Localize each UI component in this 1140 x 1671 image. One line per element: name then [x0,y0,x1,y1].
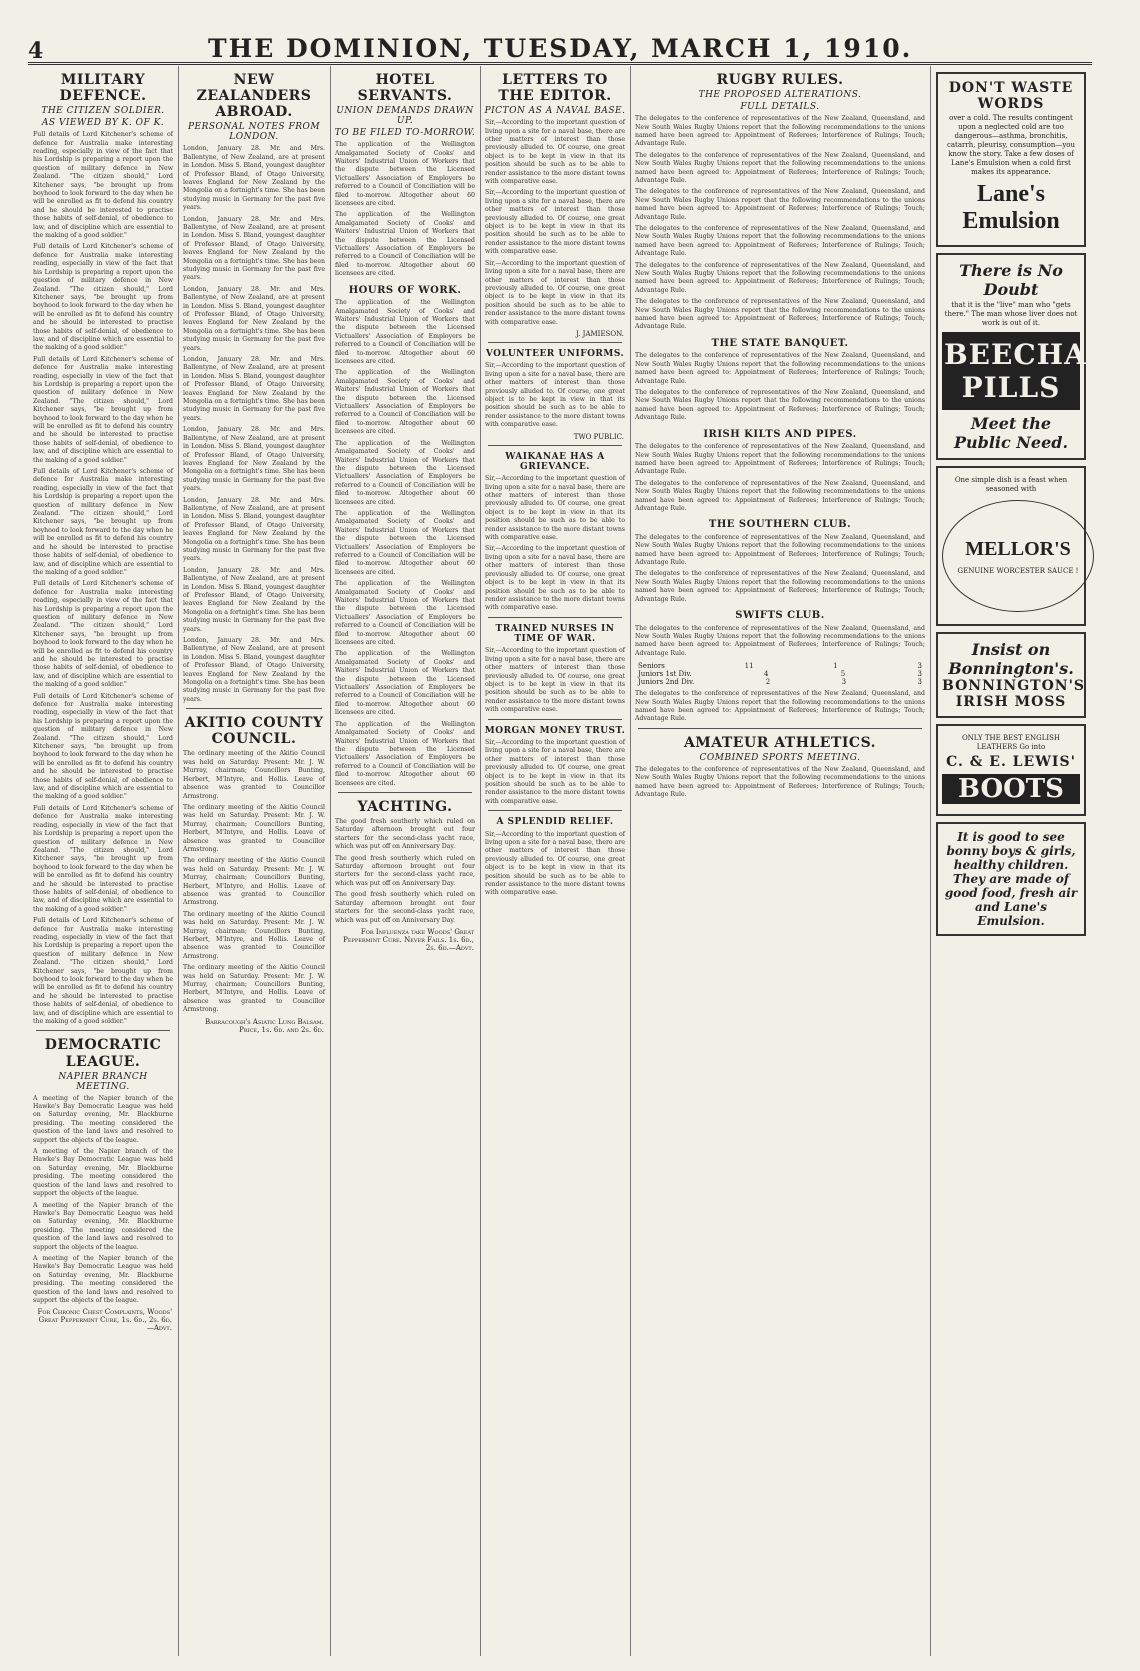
article-body: The delegates to the conference of representatives of the New Zealand, Queensland, and New South Wales Rugby Unions report that the following recommendations to the unions named have been agreed to: Appointment of Referees; Interference of Rulings; Touch; Advantage Rule. [635,151,925,184]
article-body: Sir,—According to the important question of living upon a site for a naval base, there are other matters of interest than those previously alluded to. Of course, one great object is to be kept in view in that its position should be such as to be able to render assistance to the more distant towns with comparative ease. [485,475,625,542]
article-body: Sir,—According to the important question of living upon a site for a naval base, there are other matters of interest than those previously alluded to. Of course, one great object is to be kept in view in that its position should be such as to be able to render assistance to the more distant towns with comparative ease. [485,830,625,897]
article-body: The delegates to the conference of representatives of the New Zealand, Queensland, and New South Wales Rugby Unions report that the following recommendations to the unions named have been agreed to: Appointment of Referees; Interference of Rulings; Touch; Advantage Rule. [635,624,925,657]
article-body: London, January 28. Mr. and Mrs. Ballentyne, of New Zealand, are at present in London. Miss S. Bland, youngest daughter of Professor Bland, of Otago University, leaves England for New Zealand by the Mongolia on a fortnight's time. She has been studying music in Germany for the past five years. [183,637,325,703]
article-body: The application of the Wellington Amalgamated Society of Cooks' and Waiters' Industrial Union of Workers that the dispute between the Licensed Victuallers' Association of Employers be referred to a Council of Conciliation will be filed to-morrow. Altogether about 60 licensees are cited. [335,439,475,506]
advert-sub: GENUINE WORCESTER SAUCE ! [957,567,1079,575]
advert-body: It is good to see bonny boys & girls, healthy children. They are made of good food, fresh air and Lane's Emulsion. [944,830,1078,928]
advert-brand: Lane's Emulsion [962,181,1060,234]
subheading: TRAINED NURSES IN TIME OF WAR. [495,623,615,645]
article-body: The application of the Wellington Amalgamated Society of Cooks' and Waiters' Industrial Union of Workers that the dispute between the Licensed Victuallers' Association of Employers be referred to a Council of Conciliation will be filed to-morrow. Altogether about 60 licensees are cited. [335,299,475,366]
article-body: The delegates to the conference of representatives of the New Zealand, Queensland, and New South Wales Rugby Unions report that the following recommendations to the unions named have been agreed to: Appointment of Referees; Interference of Rulings; Touch; Advantage Rule. [635,188,925,221]
article-body: The delegates to the conference of representatives of the New Zealand, Queensland, and New South Wales Rugby Unions report that the following recommendations to the unions named have been agreed to: Appointment of Referees; Interference of Rulings; Touch; Advantage Rule. [635,765,925,799]
subheading: MORGAN MONEY TRUST. [484,725,626,736]
article-body: London, January 28. Mr. and Mrs. Ballentyne, of New Zealand, are at present in London. Miss S. Bland, youngest daughter of Professor Bland, of Otago University, leaves England for New Zealand by the Mongolia on a fortnight's time. She has been studying music in Germany for the past five years. [183,426,325,493]
article-body: The ordinary meeting of the Akitio Council was held on Saturday. Present: Mr. J. W. Murray, chairman; Councillors Bunting, Herbert, M'Intyre, and Hollis. Leave of absence was granted to Councillor Armstrong. [183,750,325,800]
advert-lewis-boots [936,724,1086,816]
columns [28,66,1140,1656]
article-body: The good fresh southerly which ruled on Saturday afternoon brought out four starters for the second-class yacht race, which was put off on Anniversary Day. [335,854,475,887]
headline: DEMOCRATIC LEAGUE. [44,1037,162,1070]
signature: J. JAMIESON. [575,329,624,338]
article-body: The application of the Wellington Amalgamated Society of Cooks' and Waiters' Industrial Union of Workers that the dispute between the Licensed Victuallers' Association of Employers be referred to a Council of Conciliation will be filed to-morrow. Altogether about 60 licensees are cited. [335,650,475,717]
article-body: Full details of Lord Kitchener's scheme of defence for Australia make interesting reading, especially in view of the fact that his Lordship is preparing a report upon the question of military defence in New Zealand. "The citizen should," Lord Kitchener says, "be brought up from boyhood to look forward to the day when he will be enrolled as fit to defend his country and he should be interested to practise those habits of self-denial, of obedience to law, and of discipline which are essential to the making of a good soldier." [33,692,173,801]
subheading: THE STATE BANQUET. [711,337,849,349]
article-body: Full details of Lord Kitchener's scheme of defence for Australia make interesting reading, especially in view of the fact that his Lordship is preparing a report upon the question of military defence in New Zealand. "The citizen should," Lord Kitchener says, "be brought up from boyhood to look forward to the day when he will be enrolled as fit to defend his country and he should be interested to practise those habits of self-denial, of obedience to law, and of discipline which are essential to the making of a good soldier." [33,355,173,464]
subheading: HOURS OF WORK. [348,284,462,296]
headline: AMATEUR ATHLETICS. [683,734,877,751]
article-body: The application of the Wellington Amalgamated Society of Cooks' and Waiters' Industrial Union of Workers that the dispute between the Licensed Victuallers' Association of Employers be referred to a Council of Conciliation will be filed to-morrow. Altogether about 60 licensees are cited. [335,580,475,647]
newspaper-title: THE DOMINION, TUESDAY, MARCH 1, 1910. [208,34,913,63]
divider [186,708,322,709]
column-military-defence [28,66,179,1656]
article-body: London, January 28. Mr. and Mrs. Ballentyne, of New Zealand, are at present in London. Miss S. Bland, youngest daughter of Professor Bland, of Otago University, leaves England for New Zealand by the Mongolia on a fortnight's time. She has been studying music in Germany for the past five years. [183,566,325,633]
advert-brand: C. & E. LEWIS' [946,754,1076,770]
article-body: A meeting of the Napier branch of the Hawke's Bay Democratic League was held on Saturday evening, Mr. Blackburne presiding. The meeting considered the question of the land laws and resolved to support the objects of the league. [33,1094,173,1144]
article-body: London, January 28. Mr. and Mrs. Ballentyne, of New Zealand, are at present in London. Miss S. Bland, youngest daughter of Professor Bland, of Otago University, leaves England for New Zealand by the Mongolia on a fortnight's time. She has been studying music in Germany for the past five years. [183,356,325,422]
subhead: PICTON AS A NAVAL BASE. [484,106,626,117]
divider [488,617,622,618]
article-body: A meeting of the Napier branch of the Hawke's Bay Democratic League was held on Saturday evening, Mr. Blackburne presiding. The meeting considered the question of the land laws and resolved to support the objects of the league. [33,1254,173,1304]
article-body: Full details of Lord Kitchener's scheme of defence for Australia make interesting reading, especially in view of the fact that his Lordship is preparing a report upon the question of military defence in New Zealand. "The citizen should," Lord Kitchener says, "be brought up from boyhood to look forward to the day when he will be enrolled as fit to defend his country and he should be interested to practise those habits of self-denial, of obedience to law, and of discipline which are essential to the making of a good soldier." [33,131,173,240]
divider [488,445,622,446]
article-body: Full details of Lord Kitchener's scheme of defence for Australia make interesting reading, especially in view of the fact that his Lordship is preparing a report upon the question of military defence in New Zealand. "The citizen should," Lord Kitchener says, "be brought up from boyhood to look forward to the day when he will be enrolled as fit to defend his country and he should be interested to practise those habits of self-denial, of obedience to law, and of discipline which are essential to the making of a good soldier." [33,580,173,689]
column-letters [480,66,631,1656]
footer-advert: Barracough's Asiatic Lung Balsam. Price, 1s. 6d. and 2s. 6d. [204,1017,324,1034]
article-body: The ordinary meeting of the Akitio Council was held on Saturday. Present: Mr. J. W. Murray, chairman; Councillors Bunting, Herbert, M'Intyre, and Hollis. Leave of absence was granted to Councillor Armstrong. [183,964,325,1014]
advert-bonny-children [936,822,1086,936]
article-body: Sir,—According to the important question of living upon a site for a naval base, there are other matters of interest than those previously alluded to. Of course, one great object is to be kept in view in that its position should be such as to be able to render assistance to the more distant towns with comparative ease. [485,259,625,326]
divider [36,1030,170,1031]
divider [338,792,472,793]
article-body: The delegates to the conference of representatives of the New Zealand, Queensland, and New South Wales Rugby Unions report that the following recommendations to the unions named have been agreed to: Appointment of Referees; Interference of Rulings; Touch; Advantage Rule. [635,570,925,603]
subheading: VOLUNTEER UNIFORMS. [485,348,625,359]
article-body: Full details of Lord Kitchener's scheme of defence for Australia make interesting reading, especially in view of the fact that his Lordship is preparing a report upon the question of military defence in New Zealand. "The citizen should," Lord Kitchener says, "be brought up from boyhood to look forward to the day when he will be enrolled as fit to defend his country and he should be interested to practise those habits of self-denial, of obedience to law, and of discipline which are essential to the making of a good soldier." [33,917,173,1026]
advert-body: that it is the "live" man who "gets there." The man whose liver does not work is out of it. [944,301,1078,327]
column-rugby-rules [630,66,931,1656]
headline: HOTEL SERVANTS. [357,72,453,105]
subheading: SWIFTS CLUB. [735,610,825,622]
column-new-zealanders-abroad [178,66,331,1656]
divider [488,719,622,720]
article-body: London, January 28. Mr. and Mrs. Ballentyne, of New Zealand, are at present in London. Miss S. Bland, youngest daughter of Professor Bland, of Otago University, leaves England for New Zealand by the Mongolia on a fortnight's time. She has been studying music in Germany for the past five years. [183,145,325,212]
advert-body: ONLY THE BEST ENGLISH LEATHERS Go into [961,734,1061,751]
article-body: Full details of Lord Kitchener's scheme of defence for Australia make interesting reading, especially in view of the fact that his Lordship is preparing a report upon the question of military defence in New Zealand. "The citizen should," Lord Kitchener says, "be brought up from boyhood to look forward to the day when he will be enrolled as fit to defend his country and he should be interested to practise those habits of self-denial, of obedience to law, and of discipline which are essential to the making of a good soldier." [33,243,173,352]
signature: TWO PUBLIC. [573,432,624,441]
divider [488,342,622,343]
subhead: UNION DEMANDS DRAWN UP. [336,106,474,127]
headline: YACHTING. [357,798,453,815]
advert-slogan: Meet the Public Need. [953,414,1069,452]
advert-brand: MELLOR'S [965,538,1071,560]
article-body: Full details of Lord Kitchener's scheme of defence for Australia make interesting reading, especially in view of the fact that his Lordship is preparing a report upon the question of military defence in New Zealand. "The citizen should," Lord Kitchener says, "be brought up from boyhood to look forward to the day when he will be enrolled as fit to defend his country and he should be interested to practise those habits of self-denial, of obedience to law, and of discipline which are essential to the making of a good soldier." [33,468,173,576]
article-body: Full details of Lord Kitchener's scheme of defence for Australia make interesting reading, especially in view of the fact that his Lordship is preparing a report upon the question of military defence in New Zealand. "The citizen should," Lord Kitchener says, "be brought up from boyhood to look forward to the day when he will be enrolled as fit to defend his country and he should be interested to practise those habits of self-denial, of obedience to law, and of discipline which are essential to the making of a good soldier." [33,804,173,913]
article-body: The delegates to the conference of representatives of the New Zealand, Queensland, and New South Wales Rugby Unions report that the following recommendations to the unions named have been agreed to: Appointment of Referees; Interference of Rulings; Touch; Advantage Rule. [635,261,925,294]
subheading: THE SOUTHERN CLUB. [708,519,852,531]
article-body: The delegates to the conference of representatives of the New Zealand, Queensland, and New South Wales Rugby Unions report that the following recommendations to the unions named have been agreed to: Appointment of Referees; Interference of Rulings; Touch; Advantage Rule. [635,352,925,385]
sauce-emblem [942,500,1094,612]
article-body: The ordinary meeting of the Akitio Council was held on Saturday. Present: Mr. J. W. Murray, chairman; Councillors Bunting, Herbert, M'Intyre, and Hollis. Leave of absence was granted to Councillor Armstrong. [183,857,325,907]
article-body: The delegates to the conference of representatives of the New Zealand, Queensland, and New South Wales Rugby Unions report that the following recommendations to the unions named have been agreed to: Appointment of Referees; Interference of Rulings; Touch; Advantage Rule. [635,224,925,258]
article-body: The good fresh southerly which ruled on Saturday afternoon brought out four starters for the second-class yacht race, which was put off on Anniversary Day. [335,891,475,924]
subhead: NAPIER BRANCH MEETING. [58,1071,148,1092]
article-body: Sir,—According to the important question of living upon a site for a naval base, there are other matters of interest than those previously alluded to. Of course, one great object is to be kept in view in that its position should be such as to be able to render assistance to the more distant towns with comparative ease. [485,362,625,429]
table-row: Juniors 1st Div. 4 5 3 [638,670,922,679]
advert-brand: BONNINGTON'S IRISH MOSS [942,678,1085,710]
article-body: London, January 28. Mr. and Mrs. Ballentyne, of New Zealand, are at present in London. Miss S. Bland, youngest daughter of Professor Bland, of Otago University, leaves England for New Zealand by the Mongolia on a fortnight's time. She has been studying music in Germany for the past five years. [183,215,325,282]
advert-title: There is No Doubt [959,261,1063,299]
article-body: The delegates to the conference of representatives of the New Zealand, Queensland, and New South Wales Rugby Unions report that the following recommendations to the unions named have been agreed to: Appointment of Referees; Interference of Rulings; Touch; Advantage Rule. [635,533,925,567]
article-body: The good fresh southerly which ruled on Saturday afternoon brought out four starters for the second-class yacht race, which was put off on Anniversary Day. [335,818,475,851]
subhead: THE CITIZEN SOLDIER. [41,106,165,117]
article-body: The ordinary meeting of the Akitio Council was held on Saturday. Present: Mr. J. W. Murray, chairman; Councillors Bunting, Herbert, M'Intyre, and Hollis. Leave of absence was granted to Councillor Armstrong. [183,803,325,853]
advert-brand: BEECHAMS PILLS [942,332,1080,410]
advert-body: over a cold. The results contingent upon a neglected cold are too dangerous—asthma, bronchitis, catarrh, pleurisy, consumption—you know the story. Take a few doses of Lane's Emulsion when a cold first makes its appearance. [946,114,1076,176]
article-body: The delegates to the conference of representatives of the New Zealand, Queensland, and New South Wales Rugby Unions report that the following recommendations to the unions named have been agreed to: Appointment of Referees; Interference of Rulings; Touch; Advantage Rule. [635,479,925,512]
subhead: AS VIEWED BY K. OF K. [41,118,165,129]
subheading: WAIKANAE HAS A GRIEVANCE. [505,451,605,472]
article-body: London, January 28. Mr. and Mrs. Ballentyne, of New Zealand, are at present in London. Miss S. Bland, youngest daughter of Professor Bland, of Otago University, leaves England for New Zealand by the Mongolia on a fortnight's time. She has been studying music in Germany for the past five years. [183,496,325,563]
headline: NEW ZEALANDERS ABROAD. [196,72,312,121]
advert-title: Insist on Bonnington's. [948,640,1074,678]
divider [488,810,622,811]
article-body: The application of the Wellington Amalgamated Society of Cooks' and Waiters' Industrial Union of Workers that the dispute between the Licensed Victuallers' Association of Employers be referred to a Council of Conciliation will be filed to-morrow. Altogether about 60 licensees are cited. [335,211,475,278]
results-table [638,662,922,686]
article-body: Sir,—According to the important question of living upon a site for a naval base, there are other matters of interest than those previously alluded to. Of course, one great object is to be kept in view in that its position should be such as to be able to render assistance to the more distant towns with comparative ease. [485,647,625,714]
masthead [28,32,1092,65]
advert-lanes-emulsion [936,72,1086,247]
subheading: IRISH KILTS AND PIPES. [703,428,857,440]
headline: MILITARY DEFENCE. [59,72,147,105]
article-body: The application of the Wellington Amalgamated Society of Cooks' and Waiters' Industrial Union of Workers that the dispute between the Licensed Victuallers' Association of Employers be referred to a Council of Conciliation will be filed to-morrow. Altogether about 60 licensees are cited. [335,369,475,436]
page-number: 4 [28,38,44,64]
article-body: London, January 28. Mr. and Mrs. Ballentyne, of New Zealand, are at present in London. Miss S. Bland, youngest daughter of Professor Bland, of Otago University, leaves England for New Zealand by the Mongolia on a fortnight's time. She has been studying music in Germany for the past five years. [183,285,325,352]
advert-body: One simple dish is a feast when seasoned with [954,476,1068,493]
article-body: The delegates to the conference of representatives of the New Zealand, Queensland, and New South Wales Rugby Unions report that the following recommendations to the unions named have been agreed to: Appointment of Referees; Interference of Rulings; Touch; Advantage Rule. [635,388,925,422]
article-body: Sir,—According to the important question of living upon a site for a naval base, there are other matters of interest than those previously alluded to. Of course, one great object is to be kept in view in that its position should be such as to be able to render assistance to the more distant towns with comparative ease. [485,739,625,805]
column-hotel-servants [330,66,481,1656]
advert-mellors-sauce [936,466,1086,626]
footer-advert: For Influenza take Woods' Great Peppermint Cure. Never Fails. 1s. 6d., 2s. 6d.—Advt. [343,927,474,952]
subhead: THE PROPOSED ALTERATIONS. [698,90,862,101]
headline: LETTERS TO THE EDITOR. [498,72,612,105]
article-body: The delegates to the conference of representatives of the New Zealand, Queensland, and New South Wales Rugby Unions report that the following recommendations to the unions named have been agreed to: Appointment of Referees; Interference of Rulings; Touch; Advantage Rule. [635,443,925,476]
divider [638,728,922,729]
advert-title: DON'T WASTE WORDS [948,80,1074,112]
footer-advert: For Chronic Chest Complaints, Woods' Great Peppermint Cure, 1s. 6d., 2s. 6d.—Advt. [37,1308,172,1333]
advert-product: BOOTS [942,774,1080,804]
subhead: COMBINED SPORTS MEETING. [699,752,861,763]
headline: RUGBY RULES. [716,72,844,88]
advert-bonningtons [936,632,1086,718]
subhead: PERSONAL NOTES FROM LONDON. [187,122,321,143]
column-advertisements [930,66,1140,1656]
article-body: The ordinary meeting of the Akitio Council was held on Saturday. Present: Mr. J. W. Murray, chairman; Councillors Bunting, Herbert, M'Intyre, and Hollis. Leave of absence was granted to Councillor Armstrong. [183,910,325,960]
article-body: A meeting of the Napier branch of the Hawke's Bay Democratic League was held on Saturday evening, Mr. Blackburne presiding. The meeting considered the question of the land laws and resolved to support the objects of the league. [33,1148,173,1198]
headline: AKITIO COUNTY COUNCIL. [184,715,324,748]
article-body: The delegates to the conference of representatives of the New Zealand, Queensland, and New South Wales Rugby Unions report that the following recommendations to the unions named have been agreed to: Appointment of Referees; Interference of Rulings; Touch; Advantage Rule. [635,690,925,723]
article-body: Sir,—According to the important question of living upon a site for a naval base, there are other matters of interest than those previously alluded to. Of course, one great object is to be kept in view in that its position should be such as to be able to render assistance to the more distant towns with comparative ease. [485,189,625,256]
subheading: A SPLENDID RELIEF. [496,817,614,828]
subhead: FULL DETAILS. [740,102,820,113]
article-body: A meeting of the Napier branch of the Hawke's Bay Democratic League was held on Saturday evening, Mr. Blackburne presiding. The meeting considered the question of the land laws and resolved to support the objects of the league. [33,1201,173,1251]
article-body: Sir,—According to the important question of living upon a site for a naval base, there are other matters of interest than those previously alluded to. Of course, one great object is to be kept in view in that its position should be such as to be able to render assistance to the more distant towns with comparative ease. [485,119,625,186]
table-row: Seniors 11 1 3 [638,662,922,671]
article-body: The delegates to the conference of representatives of the New Zealand, Queensland, and New South Wales Rugby Unions report that the following recommendations to the unions named have been agreed to: Appointment of Referees; Interference of Rulings; Touch; Advantage Rule. [635,298,925,331]
table-row: Juniors 2nd Div. 2 3 3 [638,678,922,687]
article-body: The delegates to the conference of representatives of the New Zealand, Queensland, and New South Wales Rugby Unions report that the following recommendations to the unions named have been agreed to: Appointment of Referees; Interference of Rulings; Touch; Advantage Rule. [635,115,925,148]
article-body: Sir,—According to the important question of living upon a site for a naval base, there are other matters of interest than those previously alluded to. Of course, one great object is to be kept in view in that its position should be such as to be able to render assistance to the more distant towns with comparative ease. [485,545,625,612]
subhead: TO BE FILED TO-MORROW. [334,128,476,139]
article-body: The application of the Wellington Amalgamated Society of Cooks' and Waiters' Industrial Union of Workers that the dispute between the Licensed Victuallers' Association of Employers be referred to a Council of Conciliation will be filed to-morrow. Altogether about 60 licensees are cited. [335,141,475,208]
advert-beechams-pills [936,253,1140,460]
article-body: The application of the Wellington Amalgamated Society of Cooks' and Waiters' Industrial Union of Workers that the dispute between the Licensed Victuallers' Association of Employers be referred to a Council of Conciliation will be filed to-morrow. Altogether about 60 licensees are cited. [335,509,475,576]
article-body: The application of the Wellington Amalgamated Society of Cooks' and Waiters' Industrial Union of Workers that the dispute between the Licensed Victuallers' Association of Employers be referred to a Council of Conciliation will be filed to-morrow. Altogether about 60 licensees are cited. [335,720,475,787]
